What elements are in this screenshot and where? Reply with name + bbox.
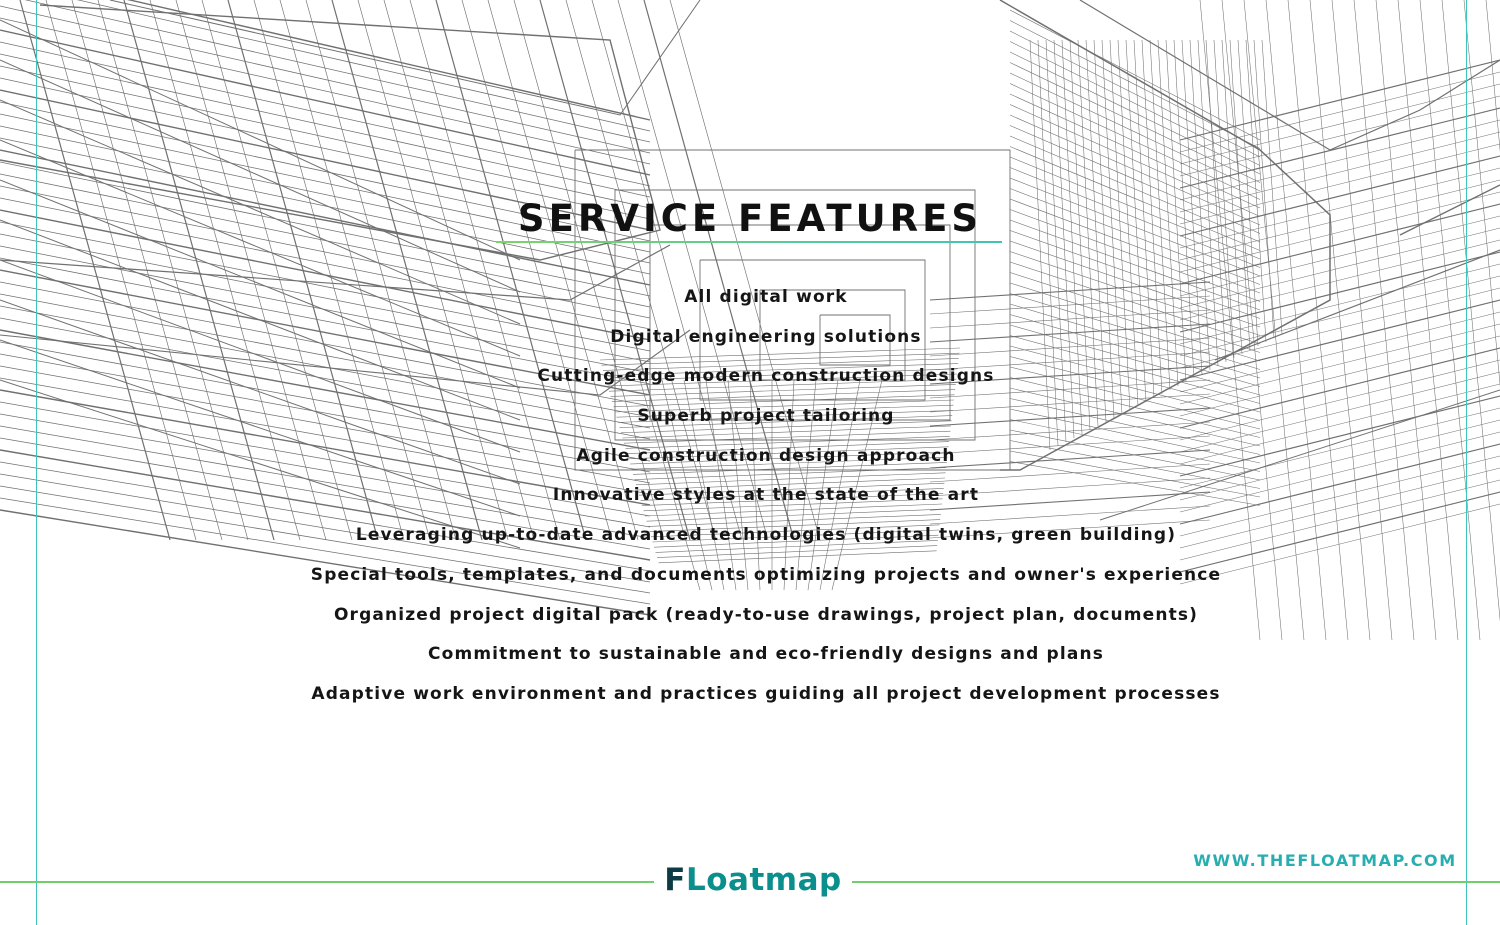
website-url: WWW.THEFLOATMAP.COM (1193, 851, 1457, 870)
feature-item: Organized project digital pack (ready-to-use drawings, project plan, documents) (333, 604, 1199, 625)
feature-item: Cutting-edge modern construction designs (537, 366, 995, 387)
left-frame-line (36, 0, 37, 925)
title-underline (496, 241, 1002, 243)
footer-rule-left (0, 881, 654, 883)
page-title: SERVICE FEATURES (517, 196, 983, 240)
feature-item: Adaptive work environment and practices guiding all project development processes (311, 683, 1221, 704)
feature-item: Leveraging up-to-date advanced technologies (digital twins, green building) (355, 525, 1177, 546)
footer-rule-right (852, 881, 1500, 883)
feature-item: Digital engineering solutions (610, 326, 922, 347)
feature-item: Special tools, templates, and documents optimizing projects and owner's experience (310, 564, 1222, 585)
logo-wordmark: Loatmap (685, 862, 842, 898)
feature-item: Commitment to sustainable and eco-friendly designs and plans (428, 644, 1104, 665)
floatmap-logo (654, 857, 852, 905)
feature-item: Superb project tailoring (637, 406, 895, 427)
right-frame-line (1466, 0, 1467, 925)
feature-item: Innovative styles at the state of the art (552, 485, 980, 506)
feature-item: Agile construction design approach (576, 445, 956, 466)
feature-item: All digital work (684, 287, 848, 307)
logo-initial: F (664, 862, 686, 898)
service-feature-list (250, 280, 1282, 717)
